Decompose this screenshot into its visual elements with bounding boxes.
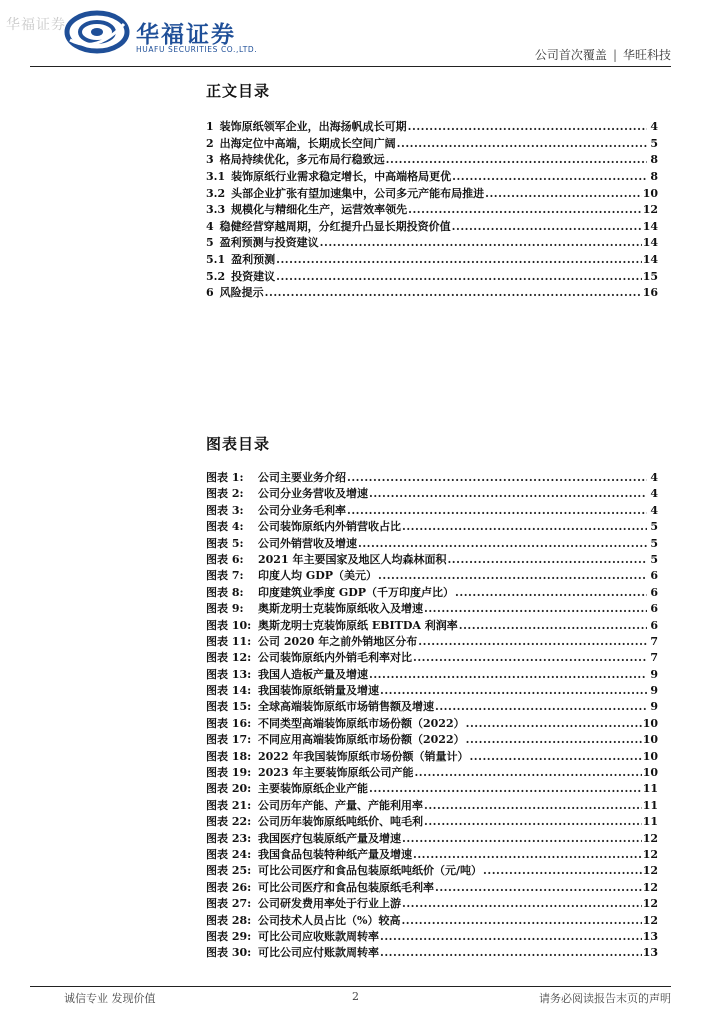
figure-entry-title[interactable]: 公司外销营收及增速 (258, 536, 357, 550)
figure-entry-title[interactable]: 2021 年主要国家及地区人均森林面积 (258, 552, 447, 566)
figure-entry-page: 11 (642, 782, 658, 796)
page-number: 2 (352, 990, 359, 1003)
toc-entry-page: 12 (642, 203, 658, 217)
toc-leader-dots (276, 270, 642, 283)
figure-entry[interactable] (206, 633, 658, 649)
figure-entry-number: 图表 28: (206, 913, 252, 927)
toc-entry-number: 5.2 (206, 269, 226, 283)
figure-entry-number: 图表 24: (206, 847, 252, 861)
toc-entry[interactable] (206, 268, 658, 285)
toc-leader-dots (397, 137, 647, 150)
toc-leader-dots (320, 236, 642, 249)
watermark-text: 华福证券 (6, 17, 66, 33)
figure-entry-page: 12 (642, 831, 658, 845)
toc-entry-page: 8 (650, 169, 658, 183)
figure-leader-dots (447, 553, 647, 566)
toc-entry-page: 15 (642, 269, 658, 283)
figure-leader-dots (380, 930, 642, 943)
toc-entry[interactable] (206, 135, 658, 152)
figure-entry-title[interactable]: 公司技术人员占比（%）较高 (258, 913, 401, 927)
figure-leader-dots (358, 537, 647, 550)
figure-entry-number: 图表 6: (206, 552, 244, 566)
figure-entry-number: 图表 7: (206, 569, 244, 583)
figure-entry[interactable] (206, 895, 658, 911)
figure-entry-title[interactable]: 全球高端装饰原纸市场销售额及增速 (258, 700, 434, 714)
figure-entry-number: 图表 19: (206, 766, 252, 780)
figure-entry-page: 12 (642, 897, 658, 911)
figure-leader-dots (402, 832, 642, 845)
figure-entry[interactable] (206, 551, 658, 567)
figure-entry-title[interactable]: 可比公司医疗和食品包装原纸吨纸价（元/吨） (258, 864, 483, 878)
figure-entry-title[interactable]: 公司历年产能、产量、产能利用率 (258, 798, 423, 812)
figures-list (206, 469, 658, 961)
figure-entry-title[interactable]: 主要装饰原纸企业产能 (258, 782, 368, 796)
toc-entry-page: 14 (642, 219, 658, 233)
figure-entry-title[interactable]: 我国医疗包装原纸产量及增速 (258, 831, 401, 845)
figure-entry[interactable] (206, 600, 658, 616)
figure-entry-number: 图表 27: (206, 897, 252, 911)
figure-leader-dots (402, 897, 642, 910)
figure-entry-number: 图表 2: (206, 487, 244, 501)
toc-entry-number: 1 (206, 120, 214, 133)
figure-entry-number: 图表 25: (206, 864, 252, 878)
toc-entry[interactable] (206, 185, 658, 202)
toc-entry-title[interactable]: 出海定位中高端，长期成长空间广阔 (219, 136, 396, 150)
figure-entry-title[interactable]: 公司历年装饰原纸吨纸价、吨毛利 (258, 815, 423, 829)
figure-entry[interactable] (206, 846, 658, 862)
toc-entry-title[interactable]: 格局持续优化，多元布局行稳致远 (219, 153, 385, 167)
figure-leader-dots (347, 504, 647, 517)
figure-entry-number: 图表 30: (206, 946, 252, 960)
toc-entry-title[interactable]: 风险提示 (219, 286, 264, 300)
figure-entry-page: 4 (650, 487, 658, 501)
header-tagline (535, 46, 671, 63)
figure-entry-title[interactable]: 公司研发费用率处于行业上游 (258, 897, 401, 911)
toc-entry-number: 3.2 (206, 186, 226, 200)
figure-entry-page: 12 (642, 864, 658, 878)
toc-entry-page: 10 (642, 186, 658, 200)
toc-leader-dots (408, 120, 647, 133)
figure-entry-page: 5 (650, 520, 658, 534)
toc-entry-title[interactable]: 规模化与精细化生产，运营效率领先 (231, 203, 408, 217)
footer-divider (30, 986, 671, 987)
figure-entry[interactable] (206, 928, 658, 944)
figure-entry-title[interactable]: 公司主要业务介绍 (258, 471, 346, 484)
figure-entry[interactable] (206, 518, 658, 534)
figure-leader-dots (418, 635, 647, 648)
figure-entry-title[interactable]: 印度建筑业季度 GDP（千万印度卢比） (258, 585, 455, 599)
figure-entry[interactable] (206, 764, 658, 780)
report-type: 公司首次覆盖 (534, 48, 607, 62)
toc-entry-page: 4 (650, 120, 658, 133)
figure-entry-page: 9 (650, 684, 658, 698)
figure-entry-number: 图表 1: (206, 471, 244, 484)
figure-entry[interactable] (206, 813, 658, 829)
figure-entry-title[interactable]: 公司装饰原纸内外销营收占比 (258, 520, 401, 534)
figure-entry-page: 13 (642, 929, 658, 943)
figure-entry[interactable] (206, 469, 658, 485)
figure-entry-number: 图表 13: (206, 667, 252, 681)
toc-list (206, 118, 658, 301)
figure-entry-page: 5 (650, 536, 658, 550)
figure-leader-dots (402, 520, 647, 533)
footer-slogan: 诚信专业 发现价值 (64, 992, 156, 1005)
figure-entry-number: 图表 3: (206, 503, 244, 517)
tagline-separator: | (612, 48, 617, 62)
figure-entry-page: 9 (650, 700, 658, 714)
figure-entry-number: 图表 12: (206, 651, 252, 665)
figure-leader-dots (466, 717, 642, 730)
toc-entry[interactable] (206, 118, 658, 135)
figure-entry-title[interactable]: 可比公司应收账款周转率 (258, 929, 379, 943)
figure-entry[interactable] (206, 666, 658, 682)
figure-entry[interactable] (206, 731, 658, 747)
figure-entry-number: 图表 5: (206, 536, 244, 550)
figure-entry[interactable] (206, 912, 658, 928)
figure-entry-number: 图表 21: (206, 798, 252, 812)
toc-entry-page: 5 (650, 136, 658, 150)
figure-leader-dots (469, 750, 641, 763)
figure-entry-title[interactable]: 我国装饰原纸销量及增速 (258, 684, 379, 698)
logo-chinese-name: 华福证券 (136, 22, 236, 48)
figure-entry-title[interactable]: 不同类型高端装饰原纸市场份额（2022） (258, 716, 465, 730)
toc-entry-title[interactable]: 装饰原纸行业需求稳定增长，中高端格局更优 (231, 169, 452, 183)
figure-entry-number: 图表 15: (206, 700, 252, 714)
figure-entry-number: 图表 8: (206, 585, 244, 599)
figure-entry-number: 图表 9: (206, 602, 244, 616)
figure-entry-title[interactable]: 公司分业务营收及增速 (258, 487, 368, 501)
toc-entry-title[interactable]: 头部企业扩张有望加速集中，公司多元产能布局推进 (231, 186, 485, 200)
toc-entry[interactable] (206, 168, 658, 185)
toc-leader-dots (386, 153, 647, 166)
figure-entry-page: 10 (642, 749, 658, 763)
figure-entry-title[interactable]: 公司分业务毛利率 (258, 503, 346, 517)
figure-entry[interactable] (206, 649, 658, 665)
figure-entry-title[interactable]: 2022 年我国装饰原纸市场份额（销量计） (258, 749, 469, 763)
figure-entry-page: 11 (642, 815, 658, 829)
figure-leader-dots (380, 684, 647, 697)
figure-entry-page: 7 (650, 634, 658, 648)
figure-entry-page: 10 (642, 733, 658, 747)
footer-disclaimer: 请务必阅读报告末页的声明 (539, 992, 671, 1005)
figure-entry[interactable] (206, 715, 658, 731)
figure-leader-dots (459, 619, 647, 632)
toc-entry-number: 5.1 (206, 253, 226, 267)
toc-entry-number: 3 (206, 153, 214, 167)
figure-leader-dots (424, 799, 642, 812)
toc-entry-title[interactable]: 盈利预测与投资建议 (219, 236, 319, 250)
toc-entry-page: 14 (642, 253, 658, 267)
figure-entry-page: 9 (650, 667, 658, 681)
figure-entry[interactable] (206, 944, 658, 960)
logo-swirl-icon (64, 10, 130, 54)
figure-leader-dots (401, 914, 641, 927)
figure-entry-page: 6 (650, 585, 658, 599)
toc-entry-title[interactable]: 投资建议 (231, 269, 276, 283)
toc-entry-number: 2 (206, 136, 214, 150)
figure-entry[interactable] (206, 584, 658, 600)
figure-entry[interactable] (206, 830, 658, 846)
figure-entry-number: 图表 17: (206, 733, 252, 747)
figure-entry-title[interactable]: 公司装饰原纸内外销毛利率对比 (258, 651, 412, 665)
figure-entry-page: 12 (642, 913, 658, 927)
figure-leader-dots (414, 766, 641, 779)
figure-leader-dots (424, 815, 642, 828)
figure-entry[interactable] (206, 485, 658, 501)
toc-entry-title[interactable]: 稳健经营穿越周期，分红提升凸显长期投资价值 (219, 219, 451, 233)
figure-leader-dots (466, 733, 642, 746)
figure-entry-number: 图表 29: (206, 929, 252, 943)
figure-entry-number: 图表 18: (206, 749, 252, 763)
toc-entry-title[interactable]: 盈利预测 (231, 253, 276, 267)
company-logo (64, 10, 274, 58)
figure-entry[interactable] (206, 748, 658, 764)
figure-entry-title[interactable]: 奥斯龙明士克装饰原纸 EBITDA 利润率 (258, 618, 458, 632)
toc-entry-page: 14 (642, 236, 658, 250)
figure-entry-number: 图表 14: (206, 684, 252, 698)
figure-entry-page: 12 (642, 880, 658, 894)
figure-leader-dots (483, 864, 642, 877)
toc-entry-number: 4 (206, 219, 214, 233)
toc-entry[interactable] (206, 151, 658, 168)
figure-leader-dots (424, 602, 647, 615)
figure-entry-number: 图表 23: (206, 831, 252, 845)
toc-leader-dots (276, 253, 642, 266)
figure-leader-dots (455, 586, 647, 599)
figure-entry[interactable] (206, 780, 658, 796)
toc-leader-dots (408, 203, 642, 216)
toc-entry-page: 16 (642, 286, 658, 300)
figures-title: 图表目录 (206, 435, 271, 453)
figure-leader-dots (378, 569, 647, 582)
figure-entry-number: 图表 22: (206, 815, 252, 829)
figure-entry[interactable] (206, 698, 658, 714)
figure-leader-dots (369, 668, 647, 681)
figure-entry-page: 5 (650, 552, 658, 566)
figure-entry-page: 6 (650, 602, 658, 616)
toc-entry-number: 5 (206, 236, 214, 250)
toc-entry[interactable] (206, 218, 658, 235)
figure-entry-page: 4 (650, 471, 658, 484)
toc-entry[interactable] (206, 251, 658, 268)
header-divider (30, 66, 671, 67)
toc-leader-dots (265, 286, 642, 299)
toc-entry-number: 3.3 (206, 203, 226, 217)
figure-entry-number: 图表 20: (206, 782, 252, 796)
figure-entry-page: 6 (650, 569, 658, 583)
figure-leader-dots (413, 848, 642, 861)
figure-entry-title[interactable]: 不同应用高端装饰原纸市场份额（2022） (258, 733, 465, 747)
figure-entry-page: 12 (642, 847, 658, 861)
figure-leader-dots (435, 700, 647, 713)
toc-leader-dots (452, 220, 642, 233)
figure-leader-dots (369, 782, 642, 795)
toc-entry-title[interactable]: 装饰原纸领军企业，出海扬帆成长可期 (219, 120, 407, 133)
toc-entry[interactable] (206, 201, 658, 218)
figure-leader-dots (413, 651, 647, 664)
figure-entry-page: 11 (642, 798, 658, 812)
toc-entry[interactable] (206, 284, 658, 301)
figure-entry-title[interactable]: 公司 2020 年之前外销地区分布 (258, 634, 418, 648)
figure-entry[interactable] (206, 797, 658, 813)
figure-entry-title[interactable]: 可比公司医疗和食品包装原纸毛利率 (258, 880, 434, 894)
figure-entry[interactable] (206, 879, 658, 895)
figure-entry-title[interactable]: 奥斯龙明士克装饰原纸收入及增速 (258, 602, 423, 616)
company-name: 华旺科技 (622, 48, 671, 62)
figure-entry-title[interactable]: 印度人均 GDP（美元） (258, 569, 378, 583)
toc-entry-number: 3.1 (206, 169, 226, 183)
figure-entry-page: 4 (650, 503, 658, 517)
toc-entry[interactable] (206, 234, 658, 251)
figure-entry-page: 7 (650, 651, 658, 665)
logo-english-name: HUAFU SECURITIES CO.,LTD. (136, 45, 258, 54)
figure-entry[interactable] (206, 862, 658, 878)
figure-entry-title[interactable]: 可比公司应付账款周转率 (258, 946, 379, 960)
figure-entry-title[interactable]: 我国食品包装特种纸产量及增速 (258, 847, 412, 861)
figure-entry-page: 13 (642, 946, 658, 960)
toc-entry-number: 6 (206, 286, 214, 300)
toc-title: 正文目录 (206, 82, 271, 100)
figure-entry[interactable] (206, 502, 658, 518)
toc-entry-page: 8 (650, 153, 658, 167)
figure-entry-page: 6 (650, 618, 658, 632)
figure-entry[interactable] (206, 682, 658, 698)
figure-leader-dots (369, 487, 647, 500)
figure-entry-title[interactable]: 2023 年主要装饰原纸公司产能 (258, 766, 414, 780)
toc-leader-dots (485, 187, 642, 200)
figure-entry-number: 图表 11: (206, 634, 252, 648)
figure-entry[interactable] (206, 567, 658, 583)
figure-leader-dots (380, 946, 642, 959)
figure-entry-title[interactable]: 我国人造板产量及增速 (258, 667, 368, 681)
figure-entry[interactable] (206, 535, 658, 551)
figure-leader-dots (435, 881, 642, 894)
toc-leader-dots (452, 170, 647, 183)
figure-entry[interactable] (206, 617, 658, 633)
figure-entry-number: 图表 4: (206, 520, 244, 534)
figure-entry-page: 10 (642, 716, 658, 730)
figure-entry-number: 图表 10: (206, 618, 252, 632)
figure-entry-number: 图表 16: (206, 716, 252, 730)
figure-leader-dots (347, 471, 647, 484)
figure-entry-page: 10 (642, 766, 658, 780)
figure-entry-number: 图表 26: (206, 880, 252, 894)
